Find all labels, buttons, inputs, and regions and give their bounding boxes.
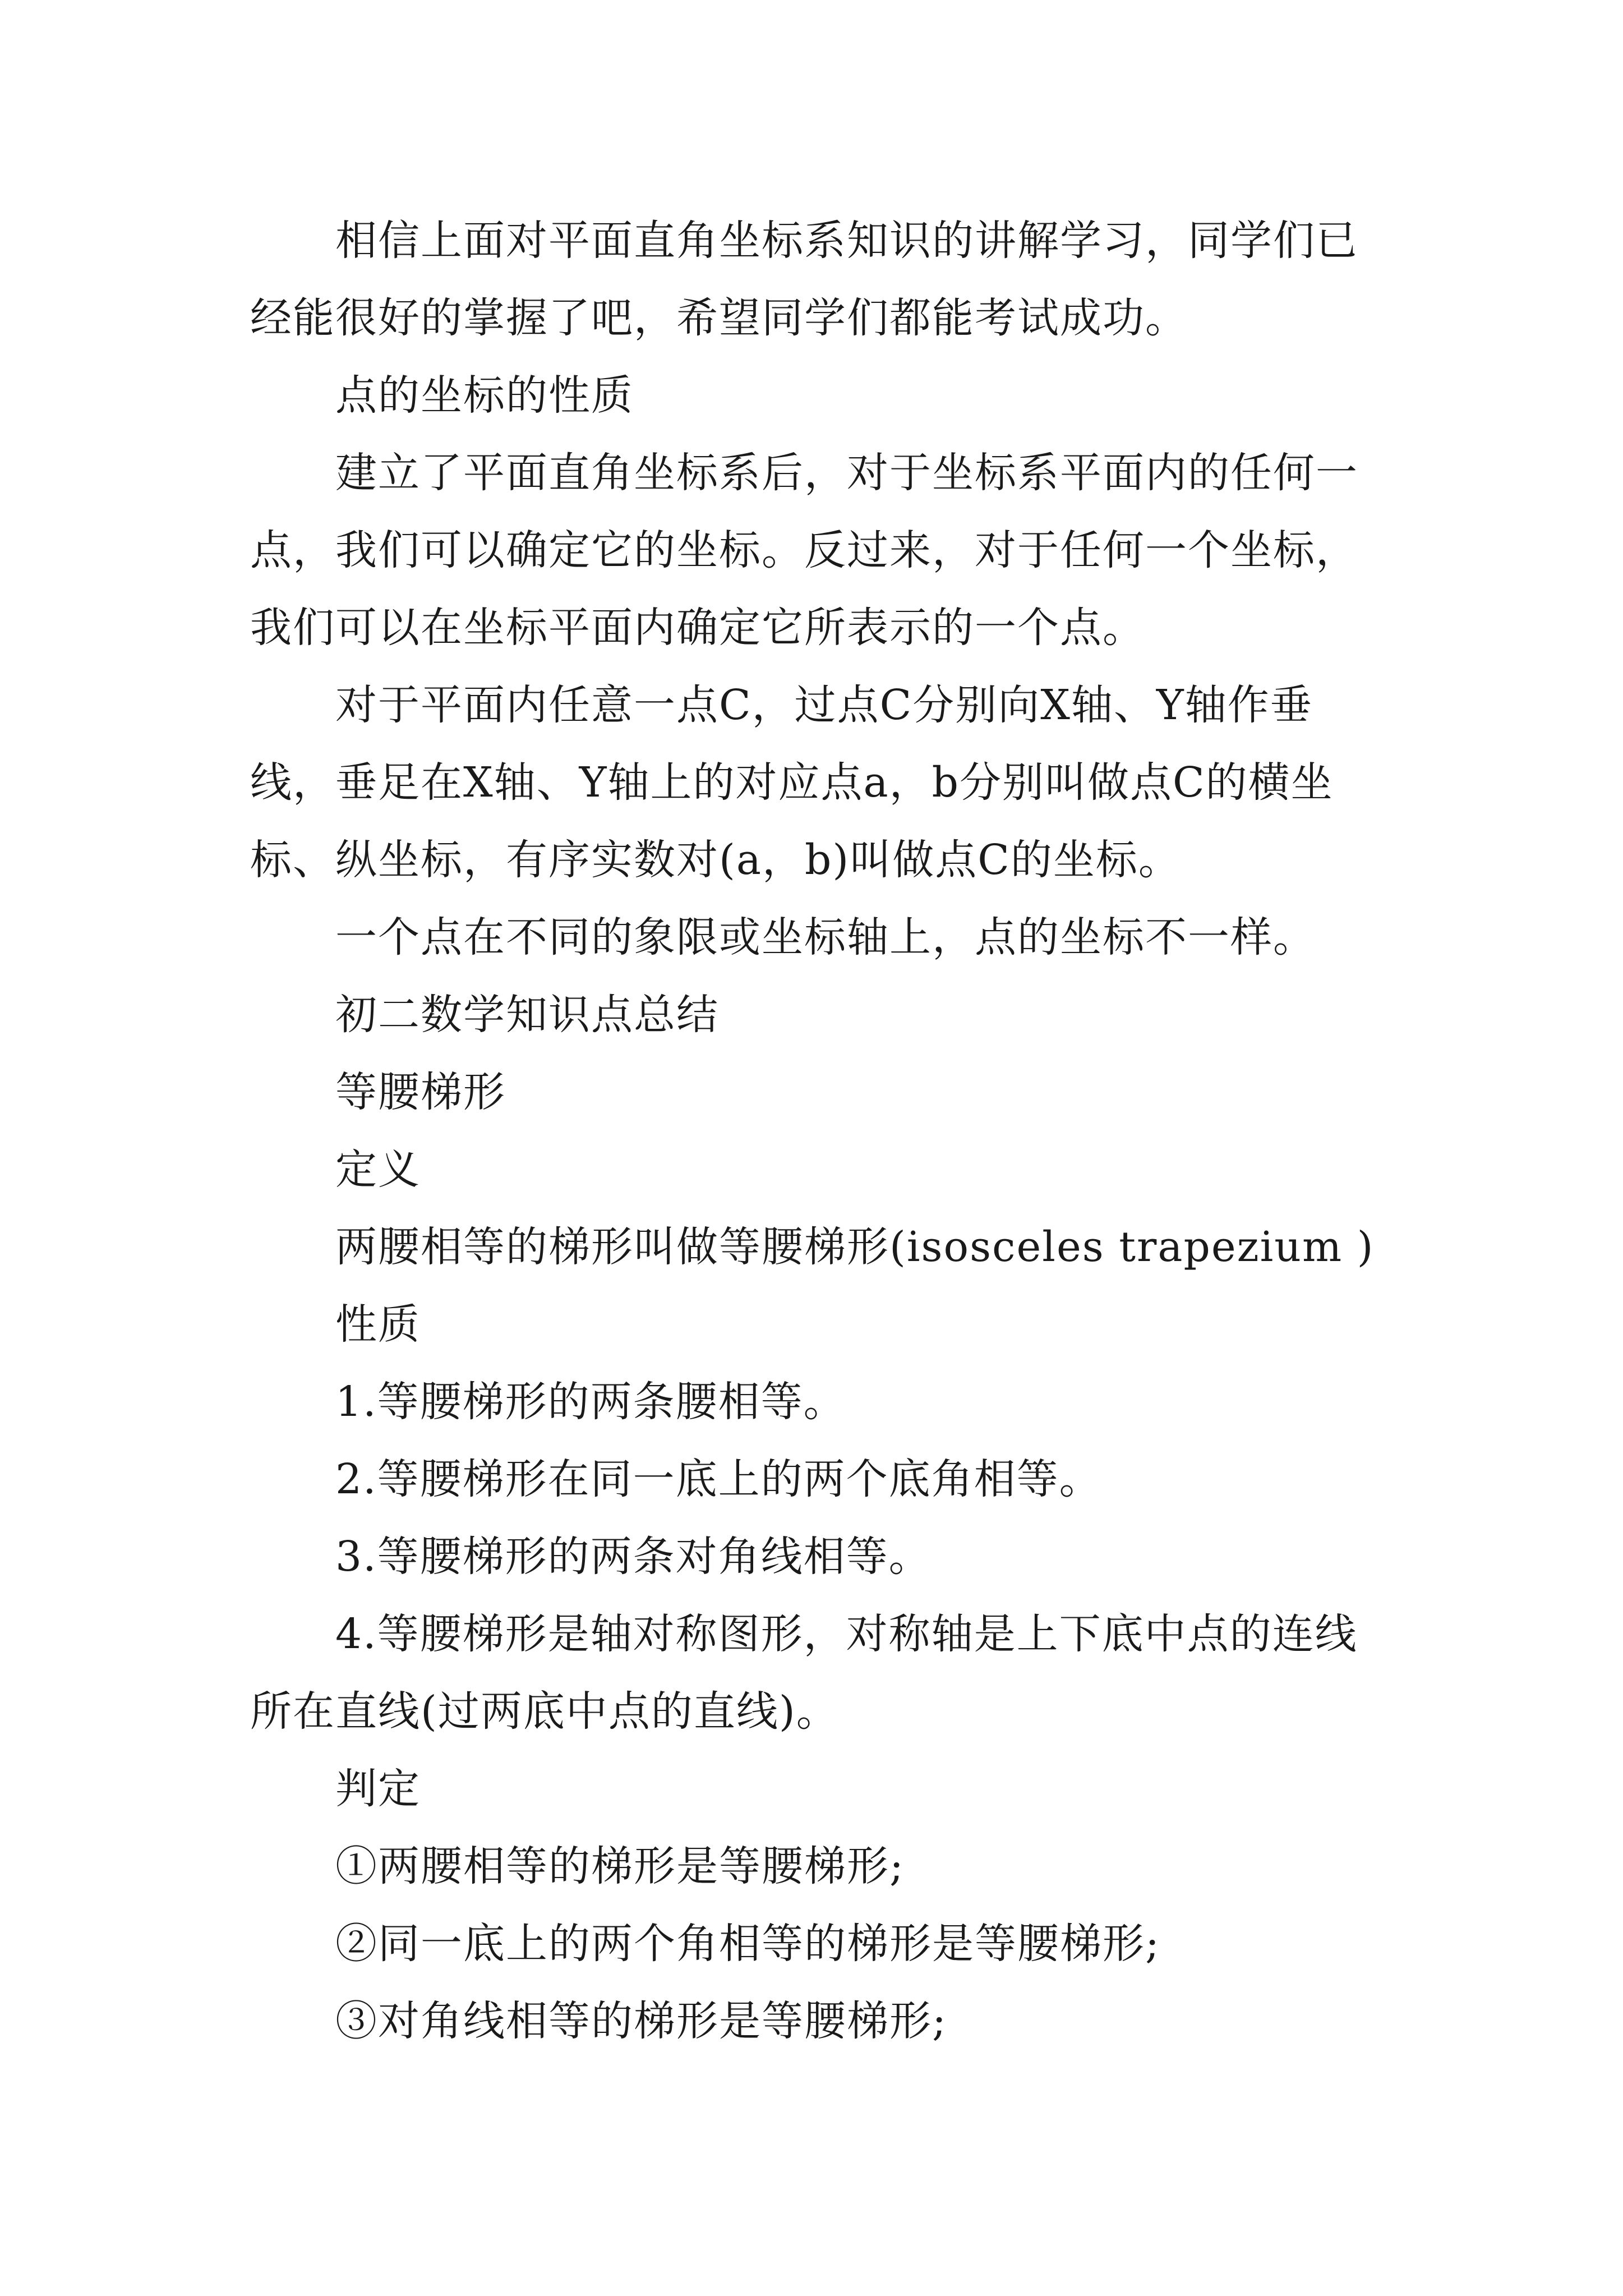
list-item-property-2: 2.等腰梯形在同一底上的两个底角相等。 [335,1455,1102,1503]
heading-isosceles-trapezoid: 等腰梯形 [335,1068,506,1116]
paragraph-coordinate-system: 建立了平面直角坐标系后，对于坐标系平面内的任何一点，我们可以确定它的坐标。反过来，对于任何一个坐标，我们可以在坐标平面内确定它所表示的一个点。 [250,449,1358,652]
heading-criteria: 判定 [335,1765,421,1813]
list-item-property-1: 1.等腰梯形的两条腰相等。 [335,1378,846,1426]
list-item-property-3: 3.等腰梯形的两条对角线相等。 [335,1533,932,1581]
paragraph-point-c: 对于平面内任意一点C，过点C分别向X轴、Y轴作垂线，垂足在X轴、Y轴上的对应点a，b分别叫做点C的横坐标、纵坐标，有序实数对(a，b)叫做点C的坐标。 [250,681,1334,884]
paragraph-intro-conclusion: 相信上面对平面直角坐标系知识的讲解学习，同学们已经能很好的掌握了吧，希望同学们都能考试成功。 [250,217,1358,342]
heading-properties: 性质 [335,1300,421,1349]
list-item-criterion-1: ①两腰相等的梯形是等腰梯形; [335,1842,905,1890]
paragraph-definition: 两腰相等的梯形叫做等腰梯形(isosceles trapezium ) [335,1223,1375,1271]
document-body [250,202,1394,2060]
paragraph-quadrants: 一个点在不同的象限或坐标轴上，点的坐标不一样。 [335,913,1316,961]
heading-math-summary: 初二数学知识点总结 [335,991,719,1039]
list-item-criterion-2: ②同一底上的两个角相等的梯形是等腰梯形; [335,1920,1160,1968]
heading-point-coordinate-properties: 点的坐标的性质 [335,371,634,420]
list-item-criterion-3: ③对角线相等的梯形是等腰梯形; [335,1997,947,2045]
list-item-property-4: 4.等腰梯形是轴对称图形，对称轴是上下底中点的连线所在直线(过两底中点的直线)。 [250,1610,1358,1736]
heading-definition: 定义 [335,1145,421,1194]
